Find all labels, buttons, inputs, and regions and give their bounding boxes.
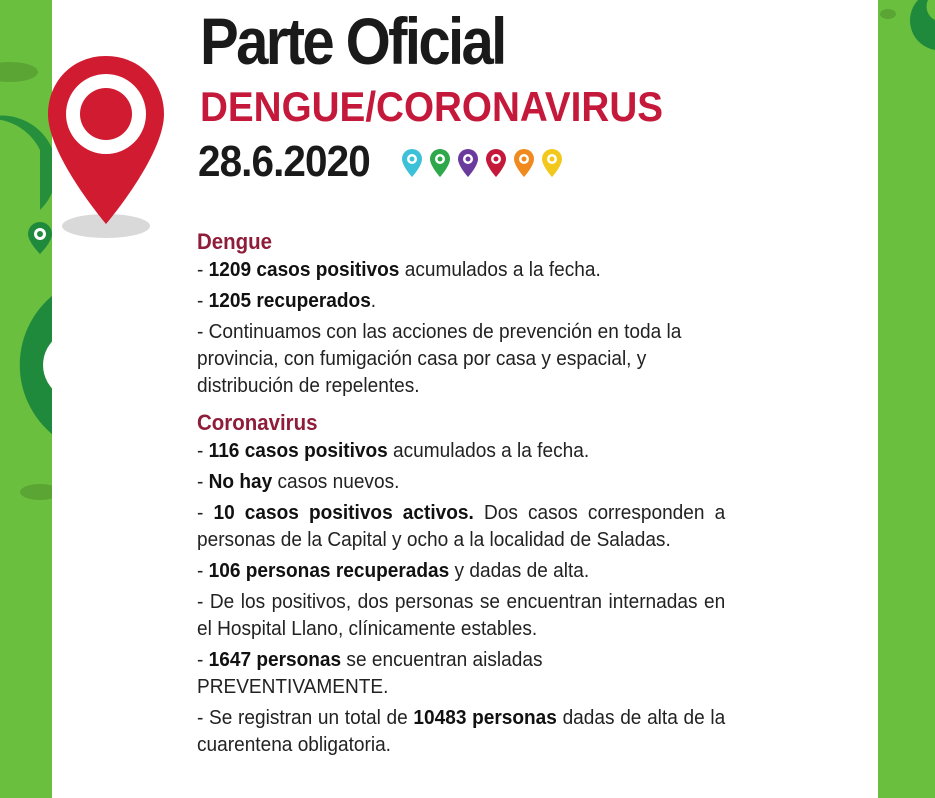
map-pin-icon-cyan (400, 147, 424, 179)
bulletin-content (197, 228, 725, 762)
list-item: - Se registran un total de 10483 personas dadas de alta de la cuarentena obligatoria. (197, 706, 726, 756)
list-item: - 116 casos positivos acumulados a la fecha. (197, 439, 590, 462)
section-heading-coronavirus: Coronavirus (197, 410, 318, 435)
list-item: - De los positivos, dos personas se encuentran internadas en el Hospital Llano, clínicamente estables. (197, 590, 726, 640)
map-pin-icon-red (484, 147, 508, 179)
decor-shadow (0, 62, 38, 82)
bulletin-card (52, 0, 878, 798)
list-item: - No hay casos nuevos. (197, 470, 400, 493)
colored-pins-row (400, 147, 564, 179)
section-heading-dengue: Dengue (197, 229, 273, 254)
map-pin-icon-green (428, 147, 452, 179)
page-title: Parte Oficial (200, 4, 505, 78)
bulletin-date: 28.6.2020 (198, 137, 370, 186)
decor-shadow (880, 9, 896, 19)
page-subtitle: DENGUE/CORONAVIRUS (200, 83, 664, 130)
map-pin-icon (44, 48, 174, 248)
list-item: - 1647 personas se encuentran aisladas PREVENTIVAMENTE. (197, 648, 543, 698)
map-pin-icon-purple (456, 147, 480, 179)
list-item: - 1205 recuperados. (197, 289, 377, 312)
list-item: - 1209 casos positivos acumulados a la fecha. (197, 258, 601, 281)
list-item: - 106 personas recuperadas y dadas de alta. (197, 559, 590, 582)
list-item: - 10 casos positivos activos. Dos casos corresponden a personas de la Capital y ocho a la localidad de Saladas. (197, 501, 726, 551)
decor-pin-outline (910, 0, 935, 50)
background-decoration-right (878, 0, 935, 798)
map-pin-icon-orange (512, 147, 536, 179)
map-pin-icon-yellow (540, 147, 564, 179)
list-item: - Continuamos con las acciones de prevención en toda la provincia, con fumigación casa por casa y espacial, y distribución de repelentes. (197, 320, 682, 397)
